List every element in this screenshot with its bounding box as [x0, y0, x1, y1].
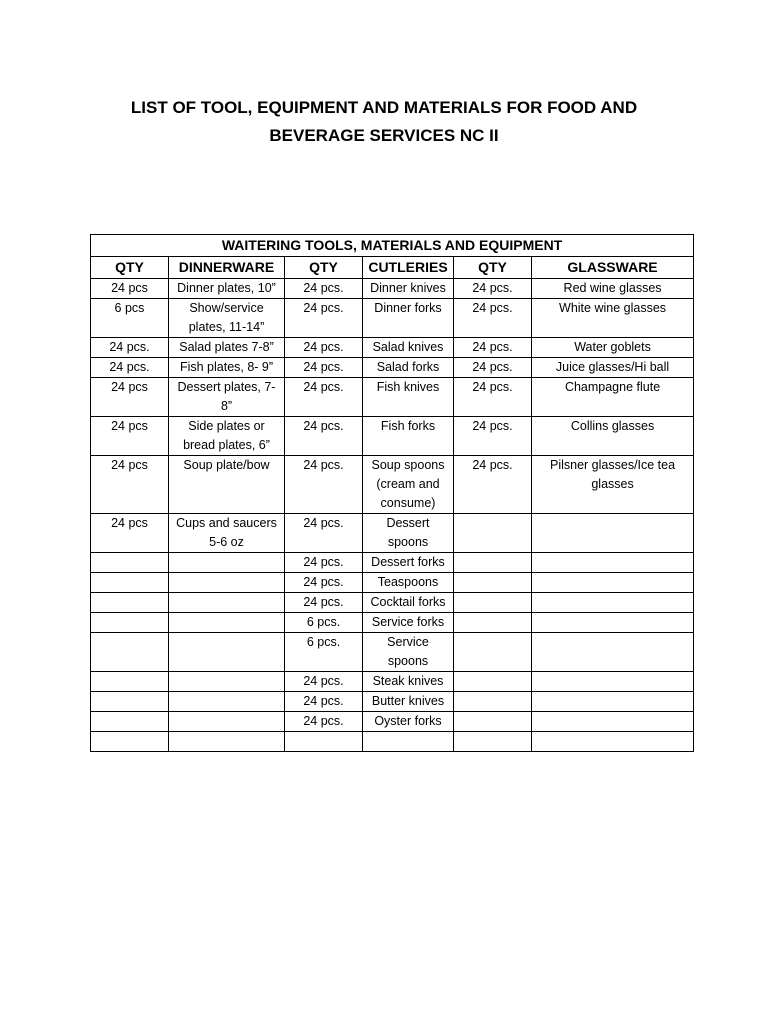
- glassware-cell: Juice glasses/Hi ball: [532, 358, 694, 378]
- cutleries-cell: Butter knives: [363, 692, 454, 712]
- dinnerware-cell: Show/service plates, 11-14”: [169, 299, 285, 338]
- cutleries-cell: Fish knives: [363, 378, 454, 417]
- glassware-cell: [532, 573, 694, 593]
- qty-cutleries-cell: 24 pcs.: [285, 456, 363, 514]
- qty-dinnerware-cell: [91, 633, 169, 672]
- table-row: [91, 514, 694, 553]
- table-row: [91, 456, 694, 514]
- cutleries-cell: Dinner forks: [363, 299, 454, 338]
- table-row: [91, 358, 694, 378]
- qty-glassware-cell: 24 pcs.: [454, 299, 532, 338]
- dinnerware-cell: Side plates or bread plates, 6”: [169, 417, 285, 456]
- qty-cutleries-cell: [285, 732, 363, 752]
- table-row: [91, 417, 694, 456]
- header-dinnerware: DINNERWARE: [169, 257, 285, 279]
- cutleries-cell: Steak knives: [363, 672, 454, 692]
- header-qty-glassware: QTY: [454, 257, 532, 279]
- table-row: [91, 692, 694, 712]
- qty-dinnerware-cell: 24 pcs: [91, 417, 169, 456]
- cutleries-cell: [363, 732, 454, 752]
- qty-cutleries-cell: 24 pcs.: [285, 378, 363, 417]
- glassware-cell: [532, 553, 694, 573]
- qty-dinnerware-cell: 24 pcs.: [91, 358, 169, 378]
- glassware-cell: [532, 613, 694, 633]
- cutleries-cell: Dinner knives: [363, 279, 454, 299]
- cutleries-cell: Service forks: [363, 613, 454, 633]
- glassware-cell: [532, 672, 694, 692]
- document-title: [0, 94, 768, 150]
- qty-dinnerware-cell: [91, 553, 169, 573]
- table-row: [91, 712, 694, 732]
- dinnerware-cell: Dinner plates, 10”: [169, 279, 285, 299]
- qty-cutleries-cell: 24 pcs.: [285, 417, 363, 456]
- document-title-line-1: LIST OF TOOL, EQUIPMENT AND MATERIALS FOR FOOD AND: [130, 98, 638, 117]
- qty-cutleries-cell: 6 pcs.: [285, 613, 363, 633]
- cutleries-cell: Fish forks: [363, 417, 454, 456]
- dinnerware-cell: [169, 672, 285, 692]
- qty-cutleries-cell: 24 pcs.: [285, 299, 363, 338]
- qty-glassware-cell: [454, 692, 532, 712]
- qty-dinnerware-cell: 24 pcs: [91, 456, 169, 514]
- qty-cutleries-cell: 24 pcs.: [285, 338, 363, 358]
- cutleries-cell: Service spoons: [363, 633, 454, 672]
- qty-dinnerware-cell: 24 pcs: [91, 514, 169, 553]
- qty-glassware-cell: 24 pcs.: [454, 358, 532, 378]
- qty-glassware-cell: [454, 613, 532, 633]
- dinnerware-cell: [169, 593, 285, 613]
- cutleries-cell: Dessert forks: [363, 553, 454, 573]
- header-qty-cutleries: QTY: [285, 257, 363, 279]
- qty-glassware-cell: [454, 712, 532, 732]
- dinnerware-cell: Soup plate/bow: [169, 456, 285, 514]
- qty-dinnerware-cell: 6 pcs: [91, 299, 169, 338]
- glassware-cell: Red wine glasses: [532, 279, 694, 299]
- qty-cutleries-cell: 24 pcs.: [285, 692, 363, 712]
- table-row: [91, 672, 694, 692]
- dinnerware-cell: Dessert plates, 7-8”: [169, 378, 285, 417]
- qty-dinnerware-cell: [91, 712, 169, 732]
- glassware-cell: [532, 712, 694, 732]
- glassware-cell: White wine glasses: [532, 299, 694, 338]
- qty-cutleries-cell: 24 pcs.: [285, 712, 363, 732]
- qty-dinnerware-cell: [91, 593, 169, 613]
- qty-glassware-cell: [454, 593, 532, 613]
- qty-glassware-cell: 24 pcs.: [454, 378, 532, 417]
- glassware-cell: Collins glasses: [532, 417, 694, 456]
- table-row: [91, 338, 694, 358]
- header-glassware: GLASSWARE: [532, 257, 694, 279]
- qty-glassware-cell: 24 pcs.: [454, 279, 532, 299]
- cutleries-cell: Dessert spoons: [363, 514, 454, 553]
- dinnerware-cell: Salad plates 7-8”: [169, 338, 285, 358]
- glassware-cell: Champagne flute: [532, 378, 694, 417]
- header-qty-dinnerware: QTY: [91, 257, 169, 279]
- qty-dinnerware-cell: [91, 613, 169, 633]
- table-body: [91, 279, 694, 752]
- table-row: [91, 378, 694, 417]
- qty-dinnerware-cell: 24 pcs.: [91, 338, 169, 358]
- table-row: [91, 553, 694, 573]
- qty-cutleries-cell: 24 pcs.: [285, 553, 363, 573]
- header-cutleries: CUTLERIES: [363, 257, 454, 279]
- qty-cutleries-cell: 24 pcs.: [285, 279, 363, 299]
- qty-cutleries-cell: 24 pcs.: [285, 573, 363, 593]
- table-row: [91, 732, 694, 752]
- qty-dinnerware-cell: 24 pcs: [91, 279, 169, 299]
- qty-glassware-cell: [454, 672, 532, 692]
- dinnerware-cell: Cups and saucers 5-6 oz: [169, 514, 285, 553]
- qty-glassware-cell: [454, 553, 532, 573]
- cutleries-cell: Cocktail forks: [363, 593, 454, 613]
- equipment-table: [90, 234, 694, 752]
- document-title-line-2: BEVERAGE SERVICES NC II: [269, 126, 499, 145]
- table-header-row: [91, 257, 694, 279]
- qty-dinnerware-cell: [91, 692, 169, 712]
- qty-glassware-cell: [454, 633, 532, 672]
- qty-cutleries-cell: 24 pcs.: [285, 358, 363, 378]
- table-row: [91, 573, 694, 593]
- table-row: [91, 299, 694, 338]
- qty-dinnerware-cell: 24 pcs: [91, 378, 169, 417]
- qty-glassware-cell: [454, 732, 532, 752]
- cutleries-cell: Salad forks: [363, 358, 454, 378]
- glassware-cell: Water goblets: [532, 338, 694, 358]
- table-row: [91, 593, 694, 613]
- glassware-cell: [532, 692, 694, 712]
- dinnerware-cell: [169, 692, 285, 712]
- qty-glassware-cell: [454, 573, 532, 593]
- qty-cutleries-cell: 24 pcs.: [285, 593, 363, 613]
- glassware-cell: [532, 633, 694, 672]
- qty-cutleries-cell: 24 pcs.: [285, 672, 363, 692]
- qty-dinnerware-cell: [91, 573, 169, 593]
- glassware-cell: [532, 732, 694, 752]
- dinnerware-cell: [169, 712, 285, 732]
- dinnerware-cell: [169, 732, 285, 752]
- table-caption-row: [91, 235, 694, 257]
- glassware-cell: [532, 593, 694, 613]
- qty-glassware-cell: 24 pcs.: [454, 456, 532, 514]
- cutleries-cell: Soup spoons (cream and consume): [363, 456, 454, 514]
- dinnerware-cell: [169, 573, 285, 593]
- cutleries-cell: Salad knives: [363, 338, 454, 358]
- qty-cutleries-cell: 24 pcs.: [285, 514, 363, 553]
- dinnerware-cell: [169, 613, 285, 633]
- qty-glassware-cell: 24 pcs.: [454, 417, 532, 456]
- qty-dinnerware-cell: [91, 672, 169, 692]
- qty-glassware-cell: 24 pcs.: [454, 338, 532, 358]
- qty-dinnerware-cell: [91, 732, 169, 752]
- cutleries-cell: Teaspoons: [363, 573, 454, 593]
- table-row: [91, 613, 694, 633]
- glassware-cell: [532, 514, 694, 553]
- cutleries-cell: Oyster forks: [363, 712, 454, 732]
- table-row: [91, 633, 694, 672]
- qty-glassware-cell: [454, 514, 532, 553]
- glassware-cell: Pilsner glasses/Ice tea glasses: [532, 456, 694, 514]
- dinnerware-cell: [169, 633, 285, 672]
- dinnerware-cell: Fish plates, 8- 9”: [169, 358, 285, 378]
- dinnerware-cell: [169, 553, 285, 573]
- table-caption: WAITERING TOOLS, MATERIALS AND EQUIPMENT: [91, 235, 694, 257]
- qty-cutleries-cell: 6 pcs.: [285, 633, 363, 672]
- table-row: [91, 279, 694, 299]
